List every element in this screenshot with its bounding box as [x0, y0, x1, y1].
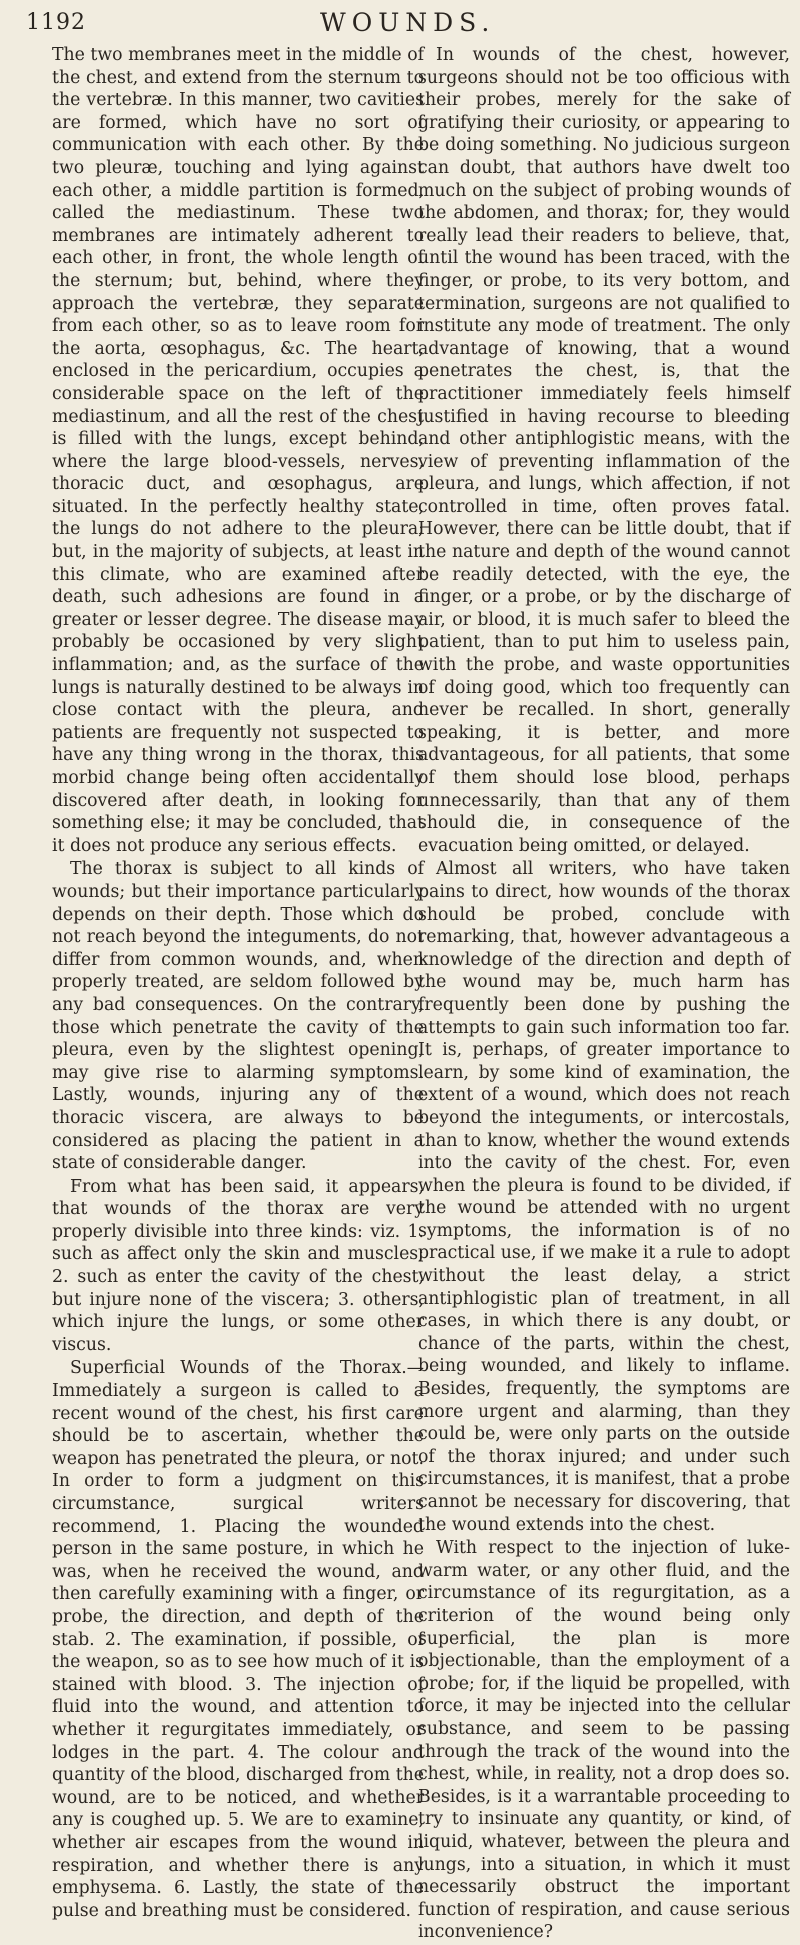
paragraph: Almost all writers, who have taken pains to direct, how wounds of the thorax should be probed, conclude with remarking, that, however advantageous a knowledge of the direction and depth of the wound may be, much harm has frequently been done by pushing the attempts to gain such information too far. It is, perhaps, of greater importance to learn, by some kind of examination, the extent of a wound, which does not reach beyond the integuments, or intercostals, than to know, whether the wound extends into the cavity of the chest. For, even when the pleura is found to be divided, if the wound be attended with no urgent symptoms, the information is of no practical use, if we make it a rule to adopt without the least delay, a strict antiphlogistic plan of treatment, in all cases, in which there is any doubt, or chance of the parts, within the chest, being wounded, and likely to inflame. Besides, frequently, the symptoms are more urgent and alarming, than they could be, were only parts on the outside of the thorax injured; and under such circumstances, it is manifest, that a probe cannot be necessary for discovering, that the wound extends into the chest.: [418, 859, 790, 1535]
paragraph: Superficial Wounds of the Thorax.—Immediately a surgeon is called to a recent wound of the chest, his first care should be to ascertain, whether the weapon has penetrated the pleura, or not. In order to form a judgment on this circumstance, surgical writers recommend, 1. Placing the wounded person in the same posture, in which he was, when he received the wound, and then carefully examining with a finger, or probe, the direction, and depth of the stab. 2. The examination, if possible, of the weapon, so as to see how much of it is stained with blood. 3. The injection of fluid into the wound, and attention to whether it regurgitates immediately, or lodges in the part. 4. The colour and quantity of the blood, discharged from the wound, are to be noticed, and whether any is coughed up. 5. We are to examine, whether air escapes from the wound in respiration, and whether there is any emphysema. 6. Lastly, the state of the pulse and breathing must be considered.: [52, 1358, 424, 1921]
left-column: [52, 44, 424, 1923]
page-number: 1192: [26, 10, 86, 35]
paragraph: With respect to the injection of luke-warm water, or any other fluid, and the circumstance of its regurgitation, as a criterion of the wound being only superficial, the plan is more objectionable, than the employment of a probe; for, if the liquid be propelled, with force, it may be injected into the cellular substance, and seem to be passing through the track of the wound into the chest, while, in reality, not a drop does so. Besides, is it a warrantable proceeding to try to insinuate any quantity, or kind, of liquid, whatever, between the pleura and lungs, into a situation, in which it must necessarily obstruct the important function of respiration, and cause serious inconvenience?: [418, 1538, 790, 1943]
paragraph: From what has been said, it appears, that wounds of the thorax are very properly divisible into three kinds: viz. 1. such as affect only the skin and muscles; 2. such as enter the cavity of the chest, but injure none of the viscera; 3. others, which injure the lungs, or some other viscus.: [52, 1176, 424, 1355]
paragraph: The thorax is subject to all kinds of wounds; but their importance particularly depends on their depth. Those which do not reach beyond the integuments, do not differ from common wounds, and, when properly treated, are seldom followed by any bad consequences. On the contrary, those which penetrate the cavity of the pleura, even by the slightest opening, may give rise to alarming symptoms. Lastly, wounds, injuring any of the thoracic viscera, are always to be considered as placing the patient in a state of considerable danger.: [52, 859, 424, 1174]
right-column: [418, 44, 790, 1945]
running-head: WOUNDS.: [320, 8, 496, 37]
paragraph: In wounds of the chest, however, surgeons should not be too officious with their probes, merely for the sake of gratifying their curiosity, or appearing to be doing something. No judicious surgeon can doubt, that authors have dwelt too much on the subject of probing wounds of the abdomen, and thorax; for, they would really lead their readers to believe, that, until the wound has been traced, with the finger, or probe, to its very bottom, and termination, surgeons are not qualified to institute any mode of treatment. The only advantage of knowing, that a wound penetrates the chest, is, that the practitioner immediately feels himself justified in having recourse to bleeding and other antiphlogistic means, with the view of preventing inflammation of the pleura, and lungs, which affection, if not controlled in time, often proves fatal. However, there can be little doubt, that if the nature and depth of the wound cannot be readily detected, with the eye, the finger, or a probe, or by the discharge of air, or blood, it is much safer to bleed the patient, than to put him to useless pain, with the probe, and waste opportunities of doing good, which too frequently can never be recalled. In short, generally speaking, it is better, and more advantageous, for all patients, that some of them should lose blood, perhaps unnecessarily, than that any of them should die, in consequence of the evacuation being omitted, or delayed.: [418, 45, 790, 856]
page-header: [20, 2, 790, 42]
paragraph: The two membranes meet in the middle of the chest, and extend from the sternum to the vertebræ. In this manner, two cavities are formed, which have no sort of communication with each other. By the two pleuræ, touching and lying against each other, a middle partition is formed, called the mediastinum. These two membranes are intimately adherent to each other, in front, the whole length of the sternum; but, behind, where they approach the vertebræ, they separate from each other, so as to leave room for the aorta, œsophagus, &c. The heart, enclosed in the pericardium, occupies a considerable space on the left of the mediastinum, and all the rest of the chest is filled with the lungs, except behind, where the large blood-vessels, nerves, thoracic duct, and œsophagus, are situated. In the perfectly healthy state, the lungs do not adhere to the pleura; but, in the majority of subjects, at least in this climate, who are examined after death, such adhesions are found in a greater or lesser degree. The disease may probably be occasioned by very slight inflammation; and, as the surface of the lungs is naturally destined to be always in close contact with the pleura, and patients are frequently not suspected to have any thing wrong in the thorax, this morbid change being often accidentally discovered after death, in looking for something else; it may be concluded, that it does not produce any serious effects.: [52, 45, 424, 856]
